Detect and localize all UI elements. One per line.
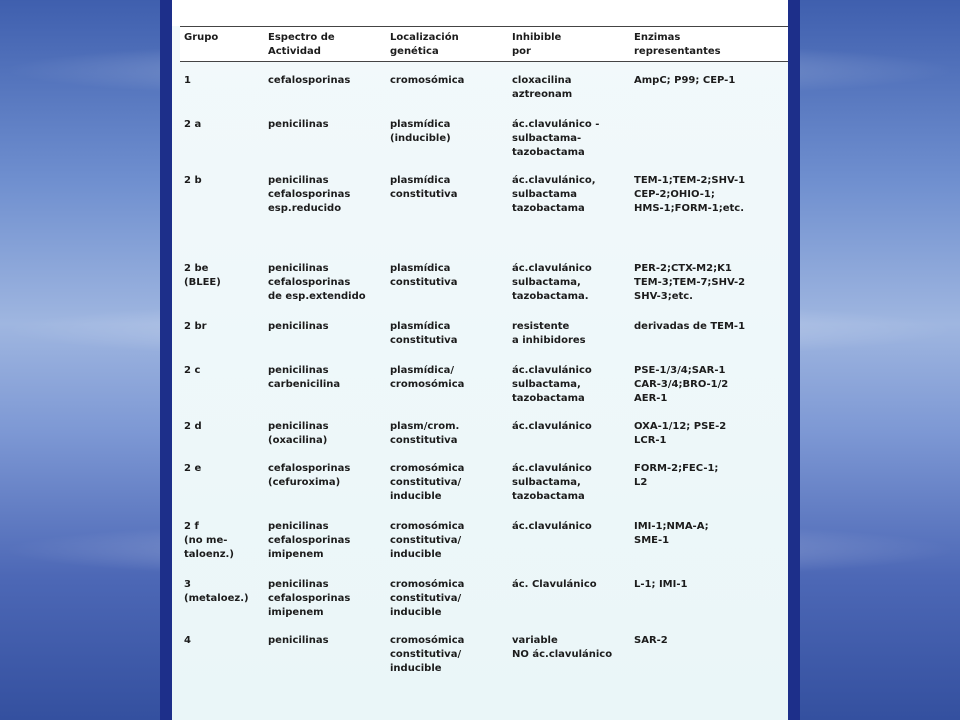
cell-enzimas: OXA-1/12; PSE-2 LCR-1 <box>634 421 727 446</box>
cell-inhibible: ác. Clavulánico <box>512 579 597 590</box>
cell-localizacion: cromosómica constitutiva/ inducible <box>390 579 465 618</box>
header-grupo: Grupo <box>184 32 219 43</box>
cell-grupo: 1 <box>184 75 191 86</box>
table-header <box>180 26 788 62</box>
cell-enzimas: IMI-1;NMA-A; SME-1 <box>634 521 709 546</box>
cell-localizacion: cromosómica constitutiva/ inducible <box>390 635 465 674</box>
cell-grupo: 2 c <box>184 365 201 376</box>
cell-inhibible: ác.clavulánico sulbactama, tazobactama <box>512 365 592 404</box>
cell-espectro: penicilinas cefalosporinas imipenem <box>268 521 351 560</box>
cell-grupo: 4 <box>184 635 191 646</box>
cell-enzimas: AmpC; P99; CEP-1 <box>634 75 736 86</box>
cell-espectro: penicilinas <box>268 119 329 130</box>
header-inhibible: Inhibible por <box>512 32 562 57</box>
cell-grupo: 2 f (no me- taloenz.) <box>184 521 234 560</box>
cell-inhibible: ác.clavulánico <box>512 421 592 432</box>
cell-grupo: 2 br <box>184 321 207 332</box>
cell-inhibible: ác.clavulánico - sulbactama- tazobactama <box>512 119 600 158</box>
cell-localizacion: plasmídica/ cromosómica <box>390 365 465 390</box>
cell-enzimas: PSE-1/3/4;SAR-1 CAR-3/4;BRO-1/2 AER-1 <box>634 365 729 404</box>
cell-enzimas: SAR-2 <box>634 635 668 646</box>
cell-grupo: 2 d <box>184 421 202 432</box>
header-enzimas: Enzimas representantes <box>634 32 721 57</box>
cell-inhibible: cloxacilina aztreonam <box>512 75 573 100</box>
cell-enzimas: derivadas de TEM-1 <box>634 321 746 332</box>
cell-grupo: 2 a <box>184 119 202 130</box>
cell-espectro: penicilinas (oxacilina) <box>268 421 329 446</box>
cell-grupo: 2 e <box>184 463 202 474</box>
beta-lactamase-table <box>180 26 788 674</box>
cell-grupo: 3 (metaloez.) <box>184 579 249 604</box>
cell-localizacion: cromosómica constitutiva/ inducible <box>390 463 465 502</box>
cell-localizacion: plasmídica constitutiva <box>390 263 458 288</box>
cell-inhibible: ác.clavulánico sulbactama, tazobactama. <box>512 263 592 302</box>
cell-espectro: cefalosporinas (cefuroxima) <box>268 463 351 488</box>
cell-espectro: penicilinas <box>268 321 329 332</box>
cell-localizacion: cromosómica <box>390 75 465 86</box>
cell-inhibible: variable NO ác.clavulánico <box>512 635 613 660</box>
cell-espectro: penicilinas cefalosporinas esp.reducido <box>268 175 351 214</box>
cell-inhibible: ác.clavulánico, sulbactama tazobactama <box>512 175 596 214</box>
cell-inhibible: resistente a inhibidores <box>512 321 586 346</box>
cell-espectro: penicilinas carbenicilina <box>268 365 341 390</box>
cell-grupo: 2 b <box>184 175 202 186</box>
cell-inhibible: ác.clavulánico sulbactama, tazobactama <box>512 463 592 502</box>
cell-localizacion: plasmídica (inducible) <box>390 119 451 144</box>
cell-espectro: penicilinas cefalosporinas imipenem <box>268 579 351 618</box>
cell-grupo: 2 be (BLEE) <box>184 263 221 288</box>
cell-localizacion: cromosómica constitutiva/ inducible <box>390 521 465 560</box>
header-localizacion: Localización genética <box>390 32 459 57</box>
cell-espectro: penicilinas <box>268 635 329 646</box>
header-espectro: Espectro de Actividad <box>268 32 335 57</box>
cell-enzimas: TEM-1;TEM-2;SHV-1 CEP-2;OHIO-1; HMS-1;FORM-1;etc. <box>634 175 746 214</box>
cell-localizacion: plasmídica constitutiva <box>390 175 458 200</box>
cell-espectro: penicilinas cefalosporinas de esp.extendido <box>268 263 366 302</box>
cell-localizacion: plasm/crom. constitutiva <box>390 421 460 446</box>
cell-espectro: cefalosporinas <box>268 75 351 86</box>
cell-enzimas: L-1; IMI-1 <box>634 579 688 590</box>
cell-enzimas: FORM-2;FEC-1; L2 <box>634 463 719 488</box>
cell-localizacion: plasmídica constitutiva <box>390 321 458 346</box>
cell-enzimas: PER-2;CTX-M2;K1 TEM-3;TEM-7;SHV-2 SHV-3;etc. <box>634 263 746 302</box>
cell-inhibible: ác.clavulánico <box>512 521 592 532</box>
